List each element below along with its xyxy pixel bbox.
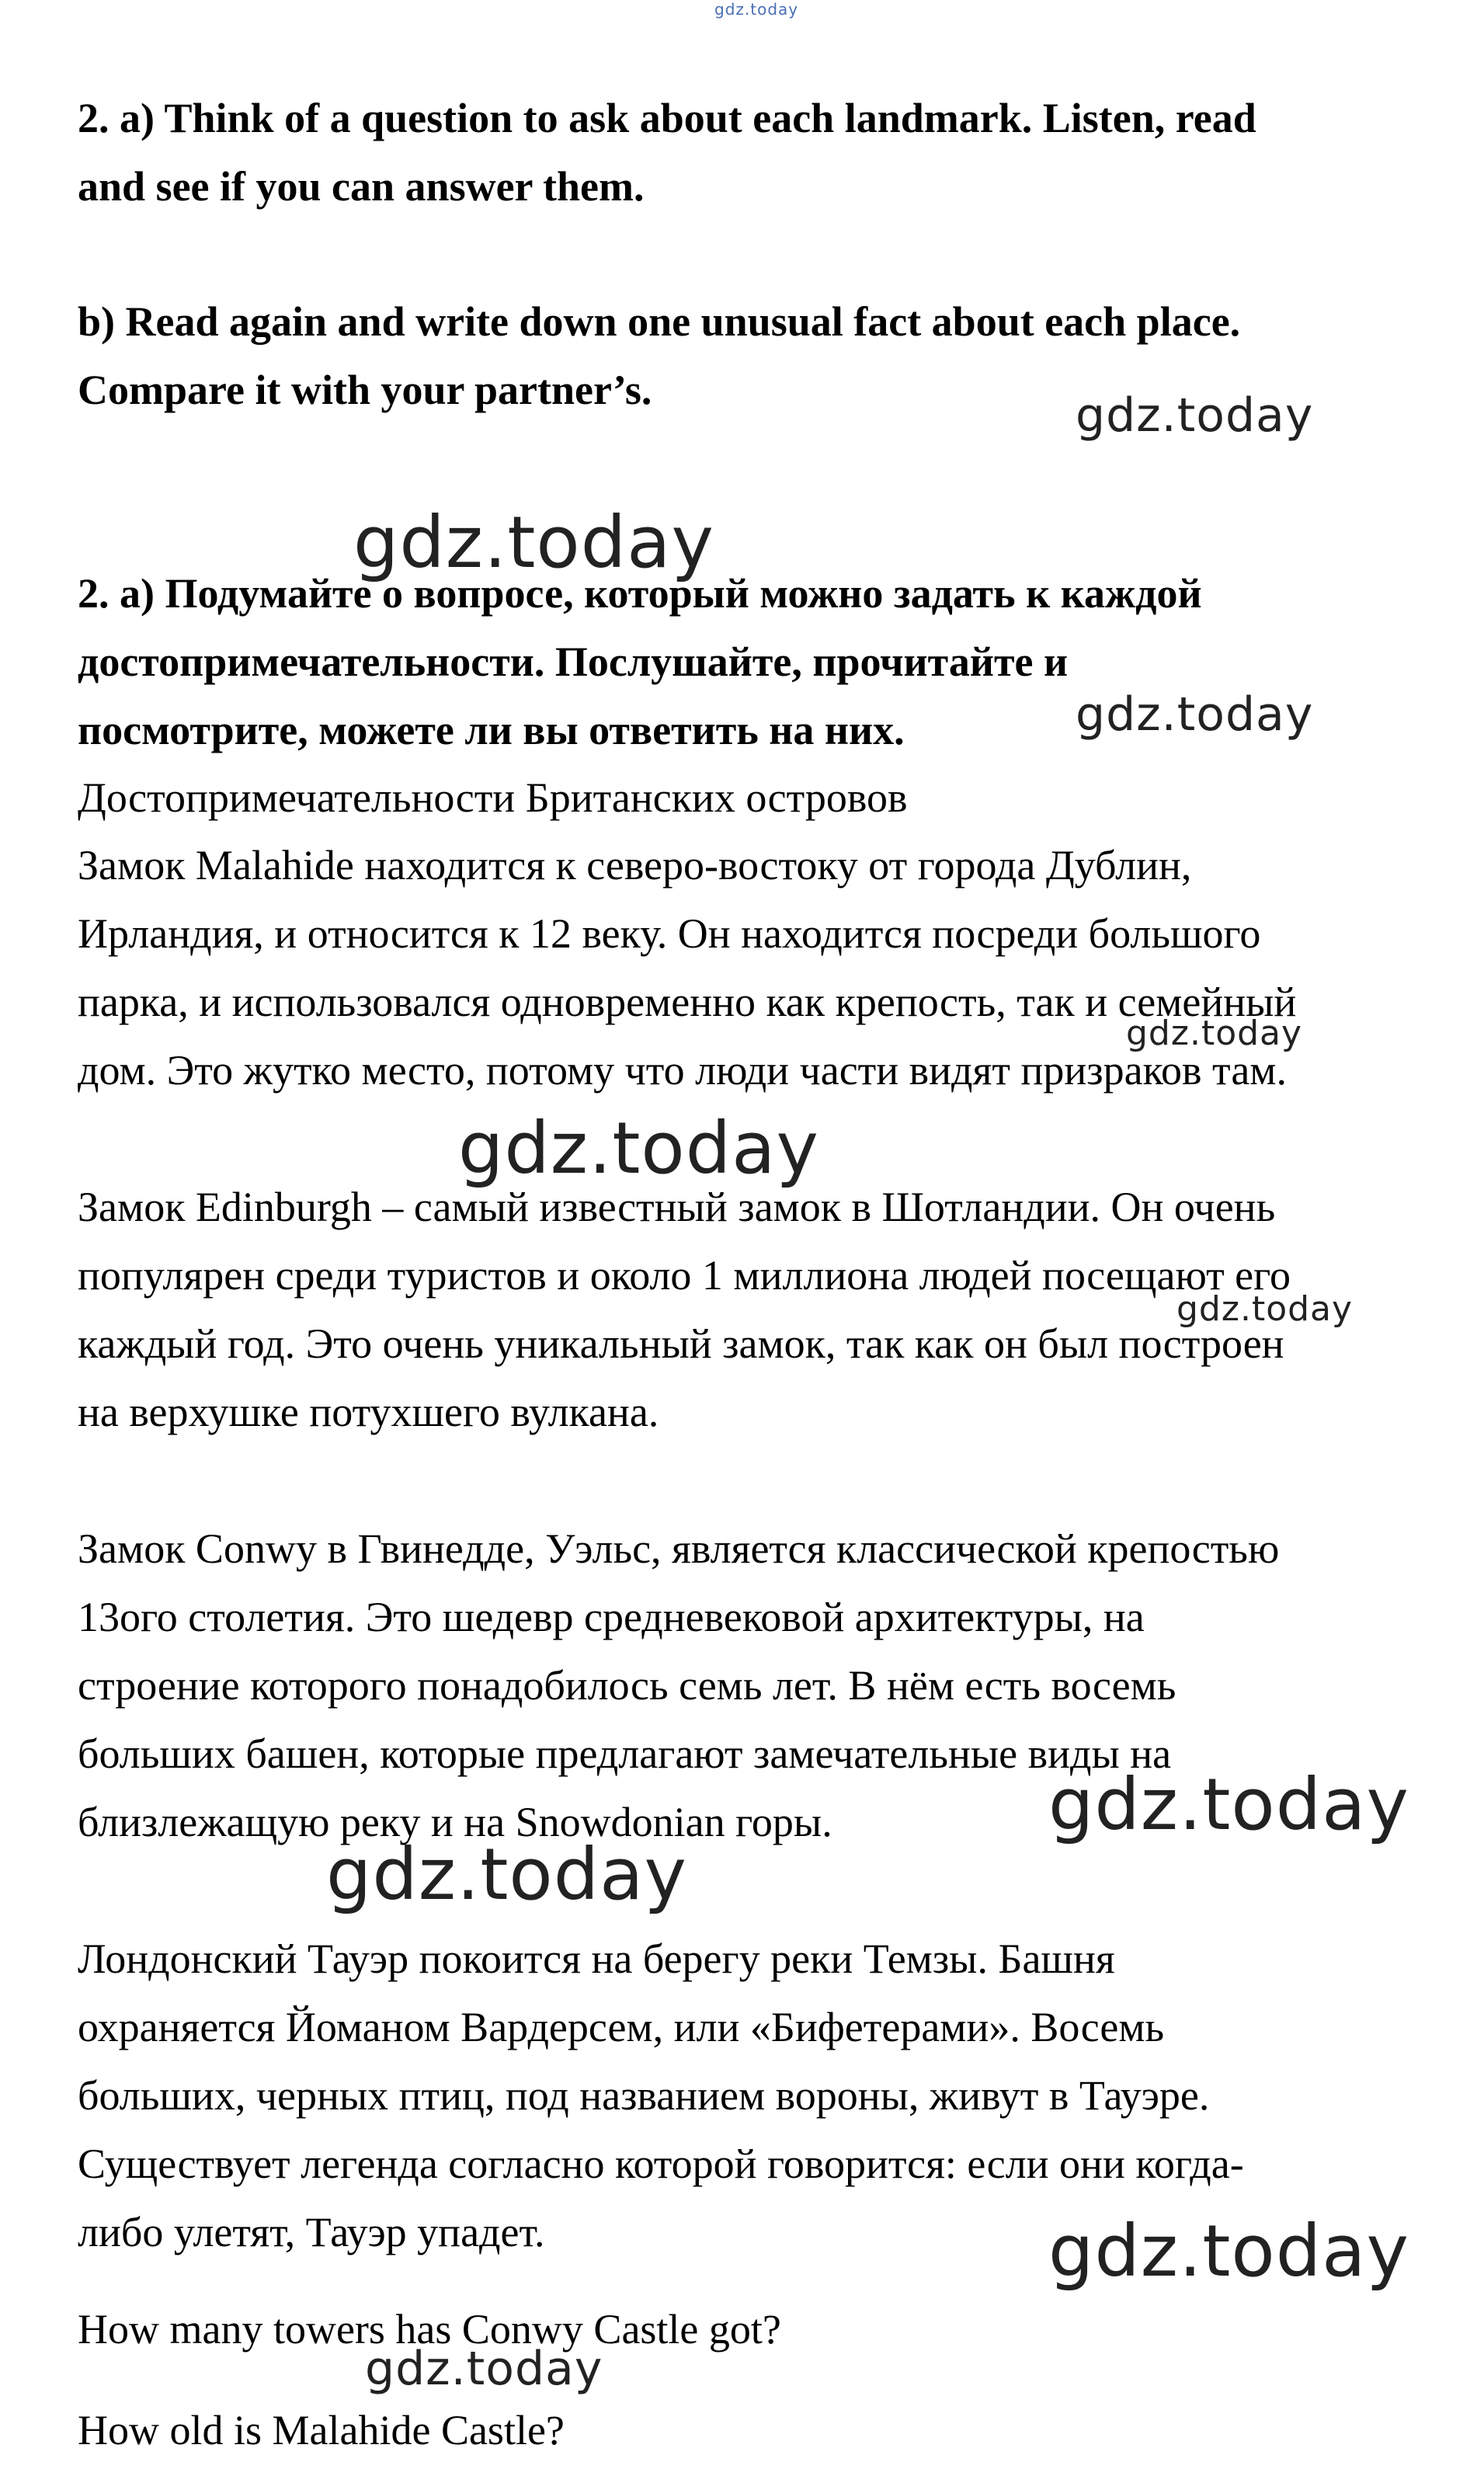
watermark: gdz.today (1076, 687, 1314, 742)
watermark: gdz.today (353, 501, 714, 584)
watermark: gdz.today (1176, 1289, 1354, 1329)
text-title: Достопримечательности Британских островов (78, 774, 908, 821)
question-2: How old is Malahide Castle? (78, 2407, 565, 2453)
watermark: gdz.today (1126, 1014, 1303, 1053)
watermark: gdz.today (1048, 1763, 1409, 1846)
watermark: gdz.today (1076, 388, 1314, 443)
task-en-b: b) Read again and write down one unusual fact about each place. Compare it with your partner’s. (78, 298, 1241, 413)
watermark: gdz.today (458, 1107, 819, 1190)
watermark: gdz.today (365, 2342, 603, 2396)
question-1: How many towers has Conwy Castle got? (78, 2306, 781, 2353)
watermark: gdz.today (326, 1833, 687, 1916)
task-ru-a: 2. а) Подумайте о вопросе, который можно задать к каждой достопримечательности. Послушайте, прочитайте и посмотрите, можете ли вы ответить на них. (78, 570, 1202, 753)
paragraph-malahide: Замок Malahide находится к северо-востоку от города Дублин, Ирландия, и относится к 12 веку. Он находится посреди большого парка, и использовался одновременно как крепость, так и семейный дом. Это жутко место, потому что люди части видят призраков там. (78, 842, 1297, 1094)
task-en-a: 2. a) Think of a question to ask about each landmark. Listen, read and see if you can answer them. (78, 95, 1256, 210)
paragraph-conwy: Замок Conwy в Гвинедде, Уэльс, является классической крепостью 13ого столетия. Это шедевр средневековой архитектуры, на строение которого понадобилось семь лет. В нём есть восемь больших башен, которые предлагают замечательные виды на близлежащую реку и на Snowdonian горы. (78, 1525, 1280, 1845)
watermark: gdz.today (1048, 2210, 1409, 2293)
watermark-top: gdz.today (714, 0, 799, 19)
paragraph-tower: Лондонский Тауэр покоится на берегу реки Темзы. Башня охраняется Йоманом Вардерсем, или «Бифетерами». Восемь больших, черных птиц, под названием вороны, живут в Тауэре. Существует легенда согласно которой говорится: если они когда- либо улетят, Тауэр упадет. (78, 1935, 1244, 2255)
paragraph-edinburgh: Замок Edinburgh – самый известный замок в Шотландии. Он очень популярен среди туристов и около 1 миллиона людей посещают его каждый год. Это очень уникальный замок, так как он был построен на верхушке потухшего вулкана. (78, 1184, 1291, 1435)
